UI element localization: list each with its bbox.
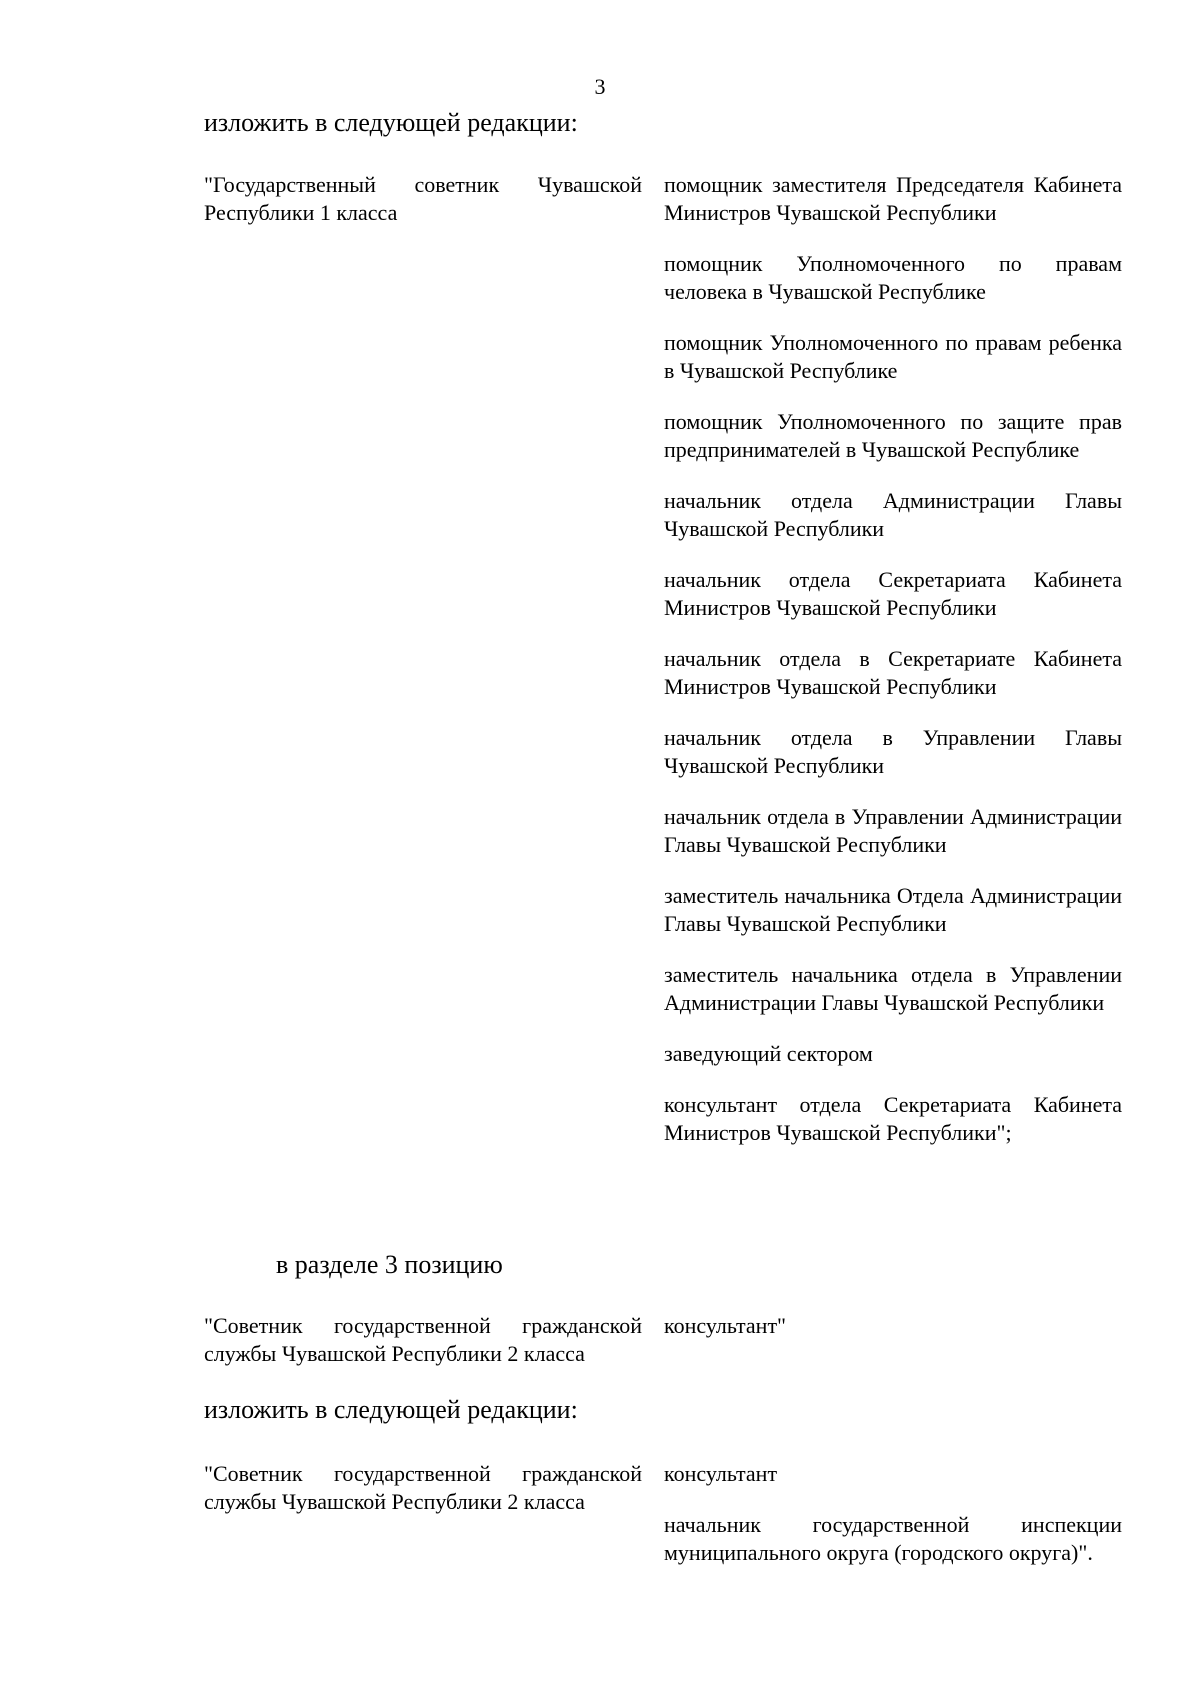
positions-list [664,1312,1122,1340]
list-item: начальник отдела в Управлении Администрации Главы Чувашской Республики [664,804,1122,857]
section-heading-section-3: в разделе 3 позицию [276,1250,503,1279]
list-item: консультант" [664,1313,787,1338]
section-heading-new-wording: изложить в следующей редакции: [204,1395,578,1424]
list-item: консультант [664,1461,778,1486]
table-row [204,171,1122,1147]
section-heading-new-wording: изложить в следующей редакции: [204,108,578,137]
position-table-1 [204,171,1122,1147]
list-item: начальник отдела в Управлении Главы Чувашской Республики [664,725,1122,778]
list-item: консультант отдела Секретариата Кабинета Министров Чувашской Республики"; [664,1092,1122,1145]
list-item: помощник Уполномоченного по правам ребенка в Чувашской Республике [664,330,1122,383]
class-rank-label: "Советник государственной гражданской службы Чувашской Республики 2 класса [204,1313,642,1366]
position-table-2 [204,1312,1122,1368]
table-row [204,1460,1122,1567]
list-item: заведующий сектором [664,1041,873,1066]
table-row [204,1312,1122,1368]
list-item: начальник государственной инспекции муниципального округа (городского округа)". [664,1512,1122,1565]
page-number: 3 [594,74,606,99]
positions-list [664,171,1122,1147]
class-rank-label: "Советник государственной гражданской службы Чувашской Республики 2 класса [204,1461,642,1514]
position-table-3 [204,1460,1122,1567]
list-item: заместитель начальника Отдела Администрации Главы Чувашской Республики [664,883,1122,936]
list-item: заместитель начальника отдела в Управлении Администрации Главы Чувашской Республики [664,962,1122,1015]
list-item: помощник заместителя Председателя Кабинета Министров Чувашской Республики [664,172,1122,225]
list-item: начальник отдела Администрации Главы Чувашской Республики [664,488,1122,541]
positions-list [664,1460,1122,1567]
list-item: начальник отдела Секретариата Кабинета Министров Чувашской Республики [664,567,1122,620]
class-rank-label: "Государственный советник Чувашской Республики 1 класса [204,172,642,225]
list-item: помощник Уполномоченного по правам человека в Чувашской Республике [664,251,1122,304]
list-item: начальник отдела в Секретариате Кабинета Министров Чувашской Республики [664,646,1122,699]
list-item: помощник Уполномоченного по защите прав предпринимателей в Чувашской Республике [664,409,1122,462]
